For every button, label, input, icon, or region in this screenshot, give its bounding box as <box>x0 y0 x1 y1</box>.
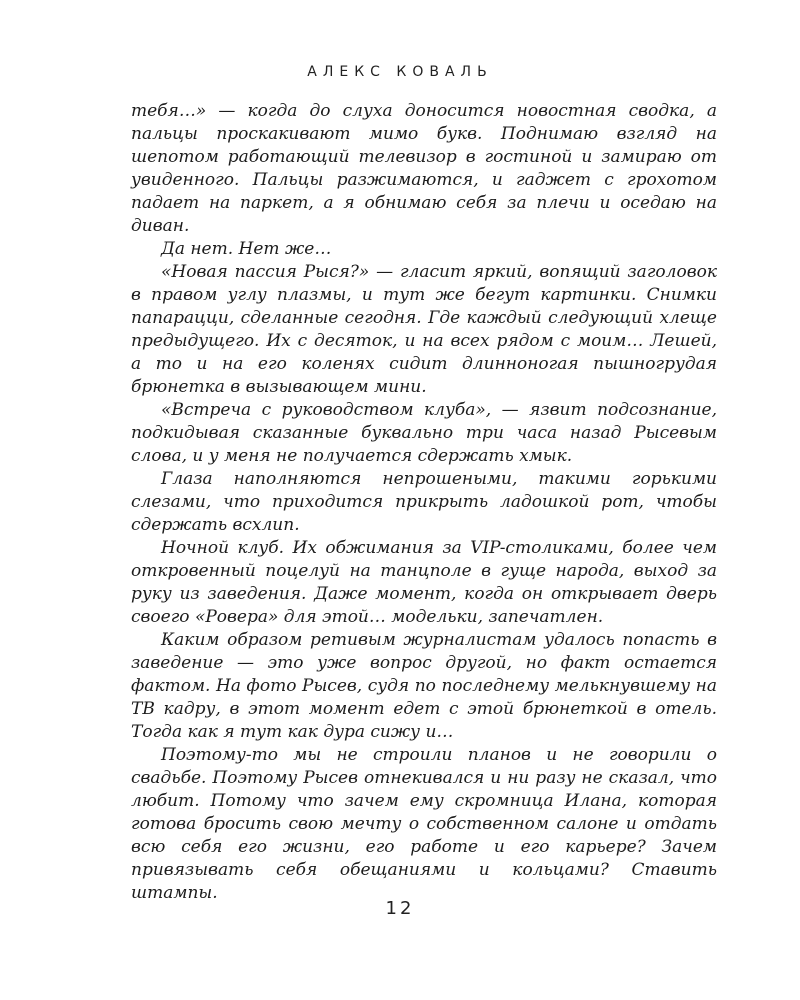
body-text <box>131 100 717 905</box>
running-head-author: АЛЕКС КОВАЛЬ <box>307 64 493 80</box>
paragraph: Каким образом ретивым журналистам удалось попасть в заведение — это уже вопрос другой, но факт остается фактом. На фото Рысев, судя по последнему мелькнувшему на ТВ кадру, в этот момент едет с этой брюнеткой в отель. Тогда как я тут как дура сижу и… <box>131 630 717 742</box>
paragraph: «Новая пассия Рыся?» — гласит яркий, вопящий заголовок в правом углу плазмы, и тут же бегут картинки. Снимки папарацци, сделанные сегодня. Где каждый следующий хлеще предыдущего. Их с десяток, и на всех рядом с моим… Лешей, а то и на его коленях сидит длинноногая пышногрудая брюнетка в вызывающем мини. <box>131 262 717 397</box>
paragraph: «Встреча с руководством клуба», — язвит подсознание, подкидывая сказанные буквально три часа назад Рысевым слова, и у меня не получается сдержать хмык. <box>131 400 717 466</box>
paragraph: Ночной клуб. Их обжимания за VIP-столиками, более чем откровенный поцелуй на танцполе в гуще народа, выход за руку из заведения. Даже момент, когда он открывает дверь своего «Ровера» для этой… модельки, запечатлен. <box>131 538 717 627</box>
paragraph: тебя…» — когда до слуха доносится новостная сводка, а пальцы проскакивают мимо букв. Поднимаю взгляд на шепотом работающий телевизор в гостиной и замираю от увиденного. Пальцы разжимаются, и гаджет с грохотом падает на паркет, а я обнимаю себя за плечи и оседаю на диван. <box>131 101 717 236</box>
paragraph: Поэтому-то мы не строили планов и не говорили о свадьбе. Поэтому Рысев отнекивался и ни разу не сказал, что любит. Потому что зачем ему скромница Илана, которая готова бросить свою мечту о собственном салоне и отдать всю себя его жизни, его работе и его карьере? Зачем привязывать себя обещаниями и кольцами? Ставить штампы. <box>131 745 717 903</box>
page-number: 12 <box>385 898 415 919</box>
paragraph: Глаза наполняются непрошеными, такими горькими слезами, что приходится прикрыть ладошкой рот, чтобы сдержать всхлип. <box>131 469 717 535</box>
paragraph: Да нет. Нет же… <box>161 239 332 259</box>
